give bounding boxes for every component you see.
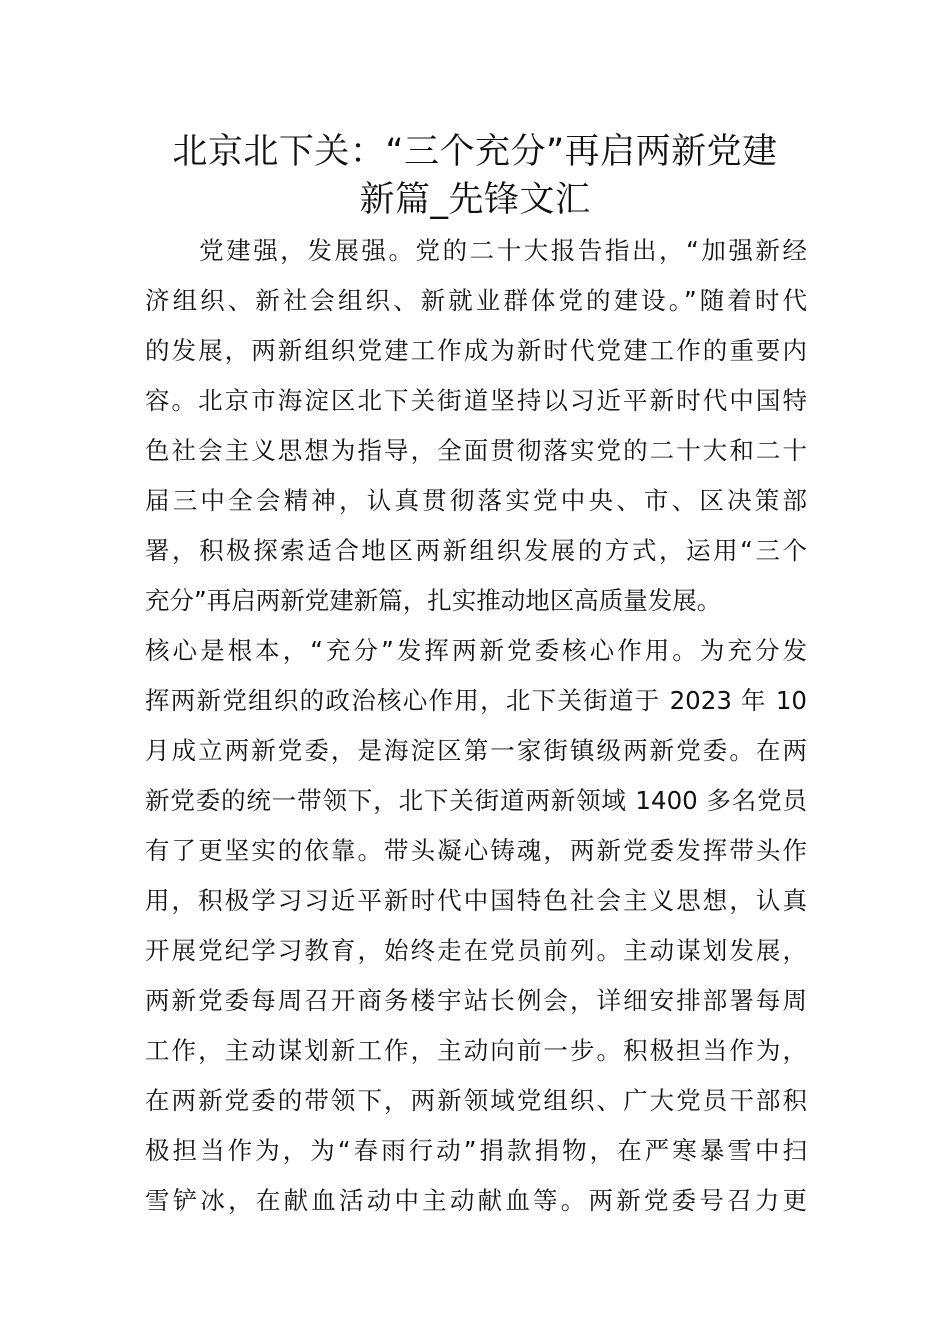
body-line: 月成立两新党委，是海淀区第一家街镇级两新党委。在两: [145, 736, 807, 765]
body-line: 署，积极探索适合地区两新组织发展的方式，运用“三个: [145, 536, 807, 565]
body-line: 色社会主义思想为指导，全面贯彻落实党的二十大和二十: [145, 436, 807, 465]
body-line: 极担当作为，为“春雨行动”捐款捐物，在严寒暴雪中扫: [145, 1136, 807, 1165]
body-line: 雪铲冰，在献血活动中主动献血等。两新党委号召力更: [145, 1186, 807, 1215]
body-line: 核心是根本，“充分”发挥两新党委核心作用。为充分发: [145, 636, 807, 665]
body-line: 届三中全会精神，认真贯彻落实党中央、市、区决策部: [145, 486, 807, 515]
body-line: 充分”再启两新党建新篇，扎实推动地区高质量发展。: [145, 586, 722, 615]
body-line: 容。北京市海淀区北下关街道坚持以习近平新时代中国特: [145, 386, 807, 415]
body-line: 用，积极学习习近平新时代中国特色社会主义思想，认真: [145, 886, 807, 915]
body-line: 挥两新党组织的政治核心作用，北下关街道于 2023 年 10: [145, 686, 807, 715]
body-line: 在两新党委的带领下，两新领域党组织、广大党员干部积: [145, 1086, 807, 1115]
body-line: 新党委的统一带领下，北下关街道两新领域 1400 多名党员: [145, 786, 807, 815]
document-title: [145, 128, 805, 224]
title-line-1: 北京北下关：“三个充分”再启两新党建: [172, 132, 778, 172]
body-line: 开展党纪学习教育，始终走在党员前列。主动谋划发展，: [145, 936, 807, 965]
body-line: 两新党委每周召开商务楼宇站长例会，详细安排部署每周: [145, 986, 807, 1015]
document-body: [145, 226, 807, 1226]
title-line-2: 新篇_先锋文汇: [359, 180, 591, 220]
body-line: 的发展，两新组织党建工作成为新时代党建工作的重要内: [145, 336, 807, 365]
body-line: 党建强，发展强。党的二十大报告指出，“加强新经: [145, 236, 807, 265]
body-line: 工作，主动谋划新工作，主动向前一步。积极担当作为，: [145, 1036, 807, 1065]
body-line: 济组织、新社会组织、新就业群体党的建设。”随着时代: [145, 286, 807, 315]
body-line: 有了更坚实的依靠。带头凝心铸魂，两新党委发挥带头作: [145, 836, 807, 865]
